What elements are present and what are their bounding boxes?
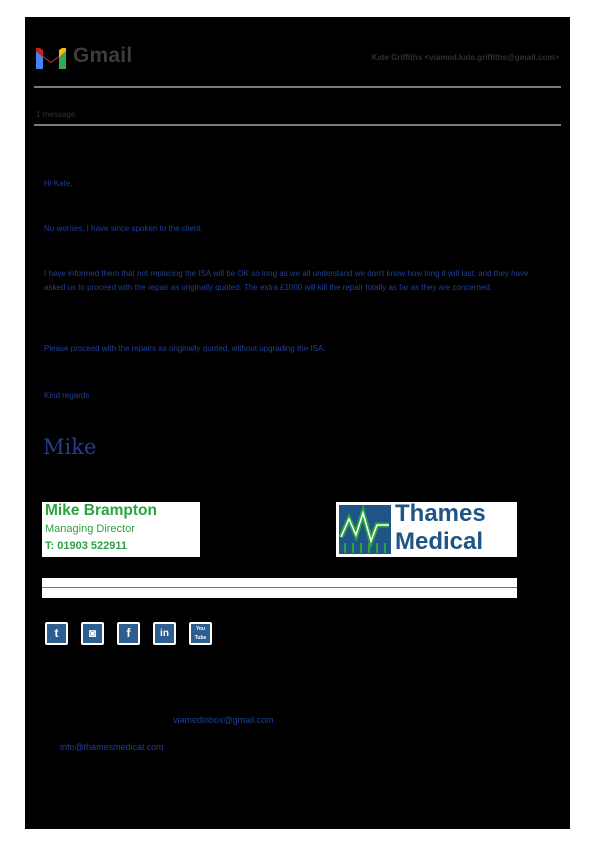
sender-address: Kate Griffiths <viamed.kate.griffiths@gmail.com> <box>371 53 559 62</box>
signature-card-name: Mike Brampton <box>45 502 157 519</box>
linkedin-icon-glyph: in <box>155 624 174 643</box>
email-closing: Kind regards <box>44 391 90 400</box>
email-greeting: Hi Kate, <box>44 179 73 188</box>
twitter-icon[interactable] <box>45 622 68 645</box>
thames-medical-logo <box>336 502 517 557</box>
linkedin-icon[interactable] <box>153 622 176 645</box>
thames-medical-emblem-icon <box>339 505 391 554</box>
gmail-wordmark: Gmail <box>73 44 133 67</box>
message-count: 1 message <box>36 110 76 119</box>
instagram-icon[interactable] <box>81 622 104 645</box>
email-link-viamed[interactable]: viamedinbox@gmail.com <box>173 715 274 725</box>
header-divider <box>34 86 561 88</box>
youtube-icon-glyph: You Tube <box>191 624 210 643</box>
facebook-icon[interactable] <box>117 622 140 645</box>
instagram-icon-glyph: ◙ <box>83 624 102 643</box>
email-paragraph: I have informed them that not replacing the ISA will be OK so long as we all understand we don't know how long it will last, and they have asked us to proceed with the repair as originally quoted. The extra £1000 will kill the repair totally as far as they are concerned. <box>44 269 529 292</box>
signature-name: Mike <box>43 435 97 459</box>
facebook-icon-glyph: f <box>119 624 138 643</box>
brand-line-2: Medical <box>395 528 484 555</box>
banner-divider <box>42 587 517 588</box>
subheader-divider <box>34 124 561 126</box>
gmail-logo-icon <box>34 45 68 71</box>
email-paragraph: Please proceed with the repairs as originally quoted, without upgrading the ISA. <box>44 344 326 353</box>
youtube-icon[interactable] <box>189 622 212 645</box>
signature-card <box>42 502 200 557</box>
brand-line-1: Thames <box>395 500 486 527</box>
signature-card-role: Managing Director <box>45 523 135 535</box>
signature-card-phone: T: 01903 522911 <box>45 540 127 552</box>
thames-medical-wordmark <box>395 500 486 556</box>
twitter-icon-glyph: t <box>47 624 66 643</box>
email-paragraph: No worries, I have since spoken to the client. <box>44 224 203 233</box>
email-page-background <box>25 17 570 829</box>
signature-banner <box>42 578 517 598</box>
email-link-thames-medical[interactable]: info@thamesmedical.com <box>60 742 164 752</box>
